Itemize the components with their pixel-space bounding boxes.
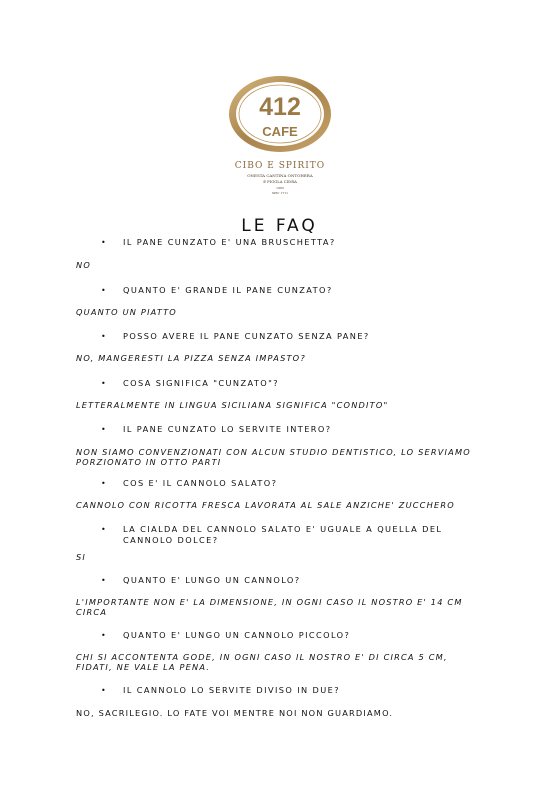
- bullet-icon: •: [101, 631, 108, 640]
- bullet-icon: •: [101, 378, 108, 388]
- bullet-icon: •: [101, 479, 108, 488]
- logo-emblem: [215, 74, 345, 199]
- question-text: IL CANNOLO LO SERVITE DIVISO IN DUE?: [123, 685, 340, 695]
- cafe-logo: [0, 74, 559, 199]
- question-text: LA CIALDA DEL CANNOLO SALATO E' UGUALE A QUELLA DEL CANNOLO DOLCE?: [123, 523, 443, 545]
- question-text: COS E' IL CANNOLO SALATO?: [123, 478, 278, 488]
- faq-answer: L'IMPORTANTE NON E' LA DIMENSIONE, IN OGNI CASO IL NOSTRO E' 14 CM CIRCA: [76, 597, 463, 617]
- bullet-icon: •: [101, 285, 108, 295]
- logo-subline-3: 1983: [275, 186, 284, 190]
- bullet-icon: •: [101, 686, 108, 695]
- bullet-icon: •: [101, 576, 108, 585]
- question-text: IL PANE CUNZATO E' UNA BRUSCHETTA?: [123, 237, 336, 247]
- bullet-icon: •: [101, 238, 108, 247]
- faq-question: [76, 237, 486, 248]
- question-text: POSSO AVERE IL PANE CUNZATO SENZA PANE?: [123, 331, 370, 341]
- logo-tagline: CIBO E SPIRITO: [234, 161, 325, 171]
- bullet-icon: •: [101, 425, 108, 434]
- bullet-icon: •: [101, 524, 108, 534]
- faq-answer: SI: [76, 551, 87, 562]
- question-text: QUANTO E' LUNGO UN CANNOLO?: [123, 575, 301, 585]
- faq-answer: LETTERALMENTE IN LINGUA SICILIANA SIGNIFICA "CONDITO": [76, 399, 389, 410]
- faq-answer: NON SIAMO CONVENZIONATI CON ALCUN STUDIO DENTISTICO, LO SERVIAMO PORZIONATO IN OTTO PARTI: [76, 447, 471, 467]
- faq-question: [76, 685, 486, 696]
- faq-question: [76, 285, 486, 296]
- faq-answer: CANNOLO CON RICOTTA FRESCA LAVORATA AL SALE ANZICHE' ZUCCHERO: [76, 500, 455, 510]
- question-text: QUANTO E' LUNGO UN CANNOLO PICCOLO?: [123, 630, 351, 640]
- faq-answer: NO, SACRILEGIO. LO FATE VOI MENTRE NOI NON GUARDIAMO.: [76, 708, 394, 718]
- logo-subline-4: SPIC 1711: [271, 191, 288, 195]
- faq-question: [76, 424, 486, 435]
- question-text: IL PANE CUNZATO LO SERVITE INTERO?: [123, 424, 332, 434]
- logo-subline-2: E PIGGLA CIDRA: [262, 179, 297, 184]
- faq-answer: NO: [76, 260, 91, 270]
- faq-question: [76, 630, 486, 641]
- faq-question: [76, 378, 486, 389]
- bullet-icon: •: [101, 332, 108, 341]
- faq-list: [76, 232, 486, 719]
- faq-question: [76, 524, 486, 546]
- faq-question: [76, 478, 486, 489]
- page-title: LE FAQ: [241, 216, 318, 237]
- question-text: COSA SIGNIFICA "CUNZATO"?: [123, 377, 279, 388]
- faq-answer: CHI SI ACCONTENTA GODE, IN OGNI CASO IL NOSTRO E' DI CIRCA 5 CM, FIDATI, NE VALE LA PENA.: [76, 652, 448, 672]
- logo-word: CAFE: [261, 124, 298, 139]
- faq-answer: NO, MANGERESTI LA PIZZA SENZA IMPASTO?: [76, 353, 306, 363]
- faq-question: [76, 575, 486, 586]
- faq-answer: QUANTO UN PIATTO: [76, 306, 177, 317]
- faq-question: [76, 331, 486, 342]
- question-text: QUANTO E' GRANDE IL PANE CUNZATO?: [123, 284, 333, 295]
- logo-subline-1: ONESTA CANTINA ONTOHERA: [246, 173, 313, 178]
- logo-number: 412: [258, 93, 301, 121]
